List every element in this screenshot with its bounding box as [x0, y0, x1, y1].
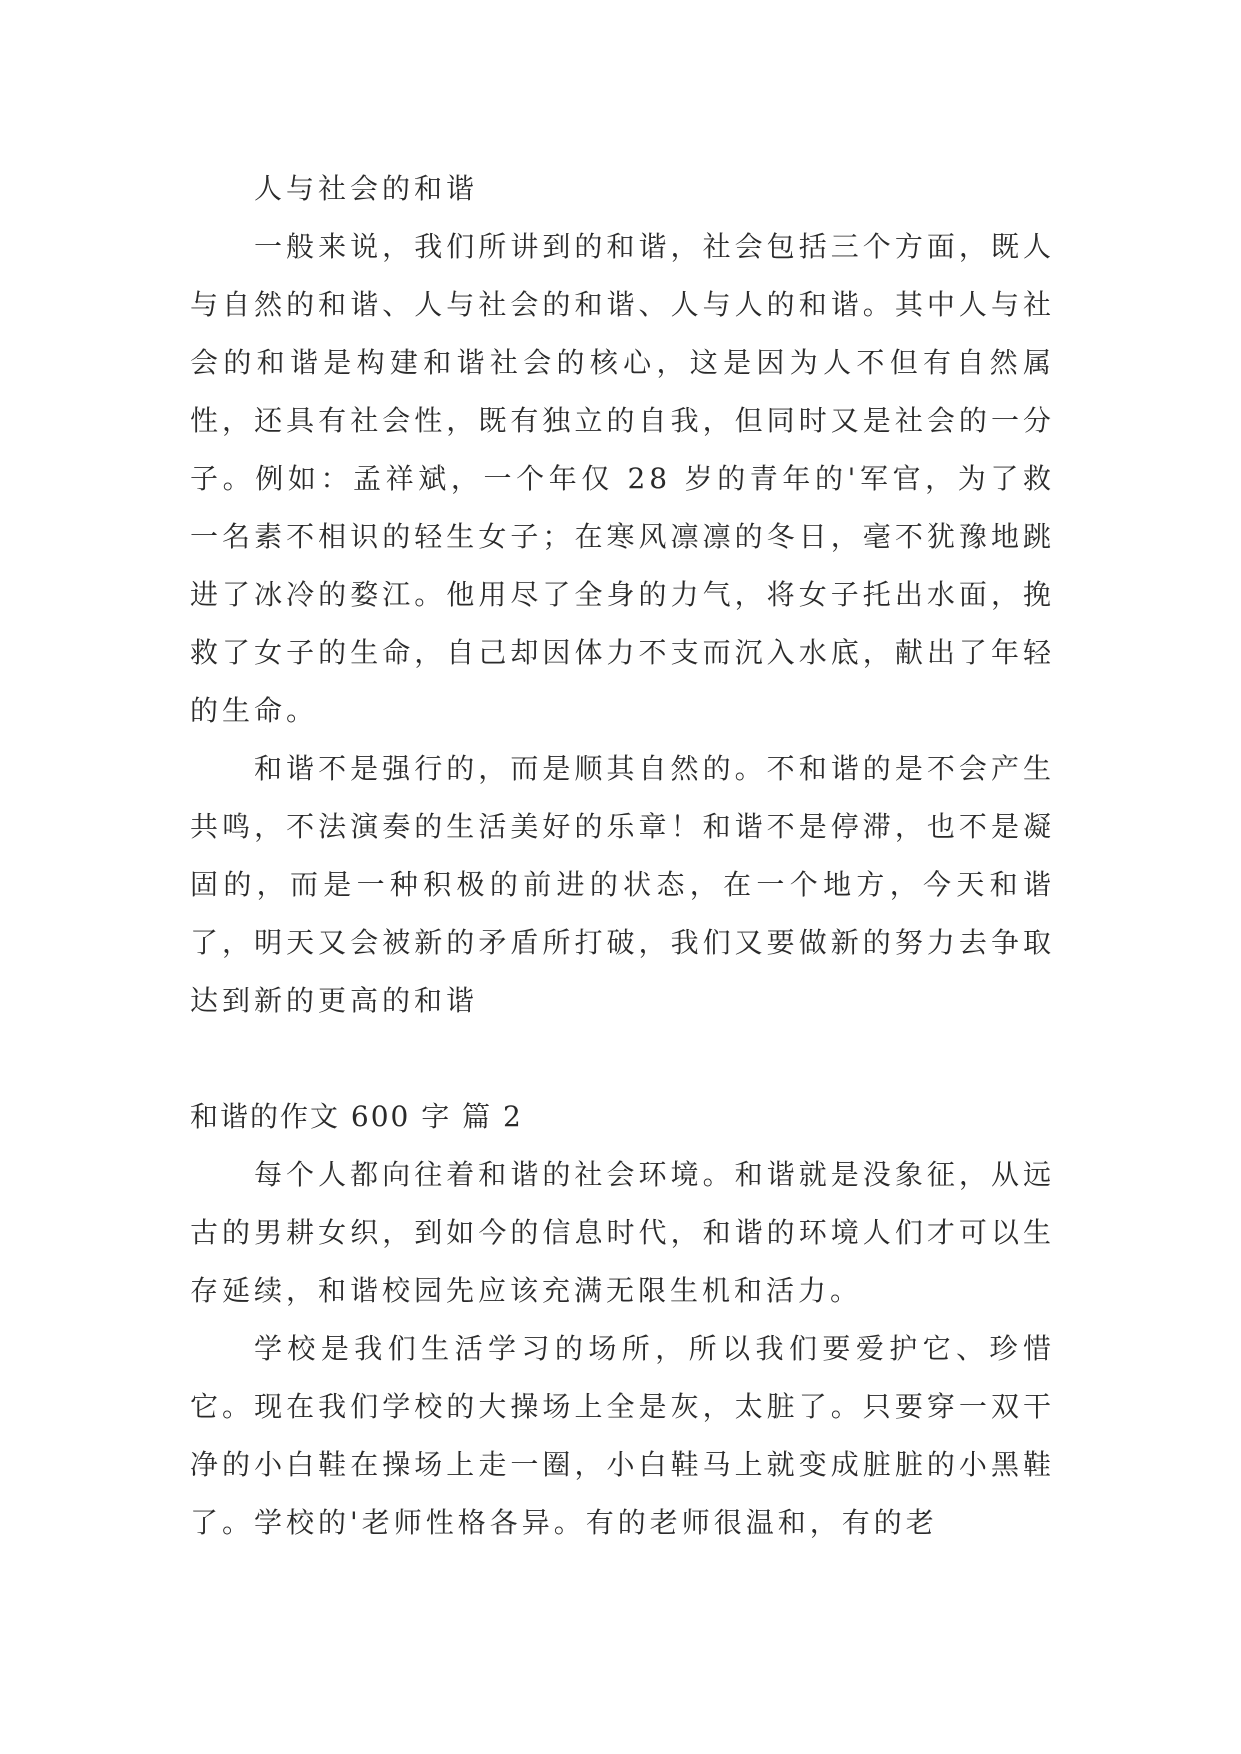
subheading: 人与社会的和谐: [254, 172, 479, 205]
paragraph: 和谐不是强行的，而是顺其自然的。不和谐的是不会产生共鸣，不法演奏的生活美好的乐章！和谐不是停滞，也不是凝固的，而是一种积极的前进的状态，在一个地方，今天和谐了，明天又会被新的矛盾所打破，我们又要做新的努力去争取达到新的更高的和谐: [190, 752, 1055, 1017]
paragraph: 每个人都向往着和谐的社会环境。和谐就是没象征，从远古的男耕女织，到如今的信息时代，和谐的环境人们才可以生存延续，和谐校园先应该充满无限生机和活力。: [190, 1158, 1055, 1307]
paragraph: 学校是我们生活学习的场所，所以我们要爱护它、珍惜它。现在我们学校的大操场上全是灰，太脏了。只要穿一双干净的小白鞋在操场上走一圈，小白鞋马上就变成脏脏的小黑鞋了。学校的'老师性格各异。有的老师很温和，有的老: [190, 1332, 1055, 1539]
paragraph: 一般来说，我们所讲到的和谐，社会包括三个方面，既人与自然的和谐、人与社会的和谐、人与人的和谐。其中人与社会的和谐是构建和谐社会的核心，这是因为人不但有自然属性，还具有社会性，既有独立的自我，但同时又是社会的一分子。例如：孟祥斌，一个年仅 28 岁的青年的'军官，为了救一名素不相识的轻生女子；在寒风凛凛的冬日，毫不犹豫地跳进了冰冷的婺江。他用尽了全身的力气，将女子托出水面，挽救了女子的生命，自己却因体力不支而沉入水底，献出了年轻的生命。: [190, 230, 1055, 727]
section-heading: 和谐的作文 600 字 篇 2: [190, 1100, 523, 1133]
document-page: [190, 160, 1055, 1552]
